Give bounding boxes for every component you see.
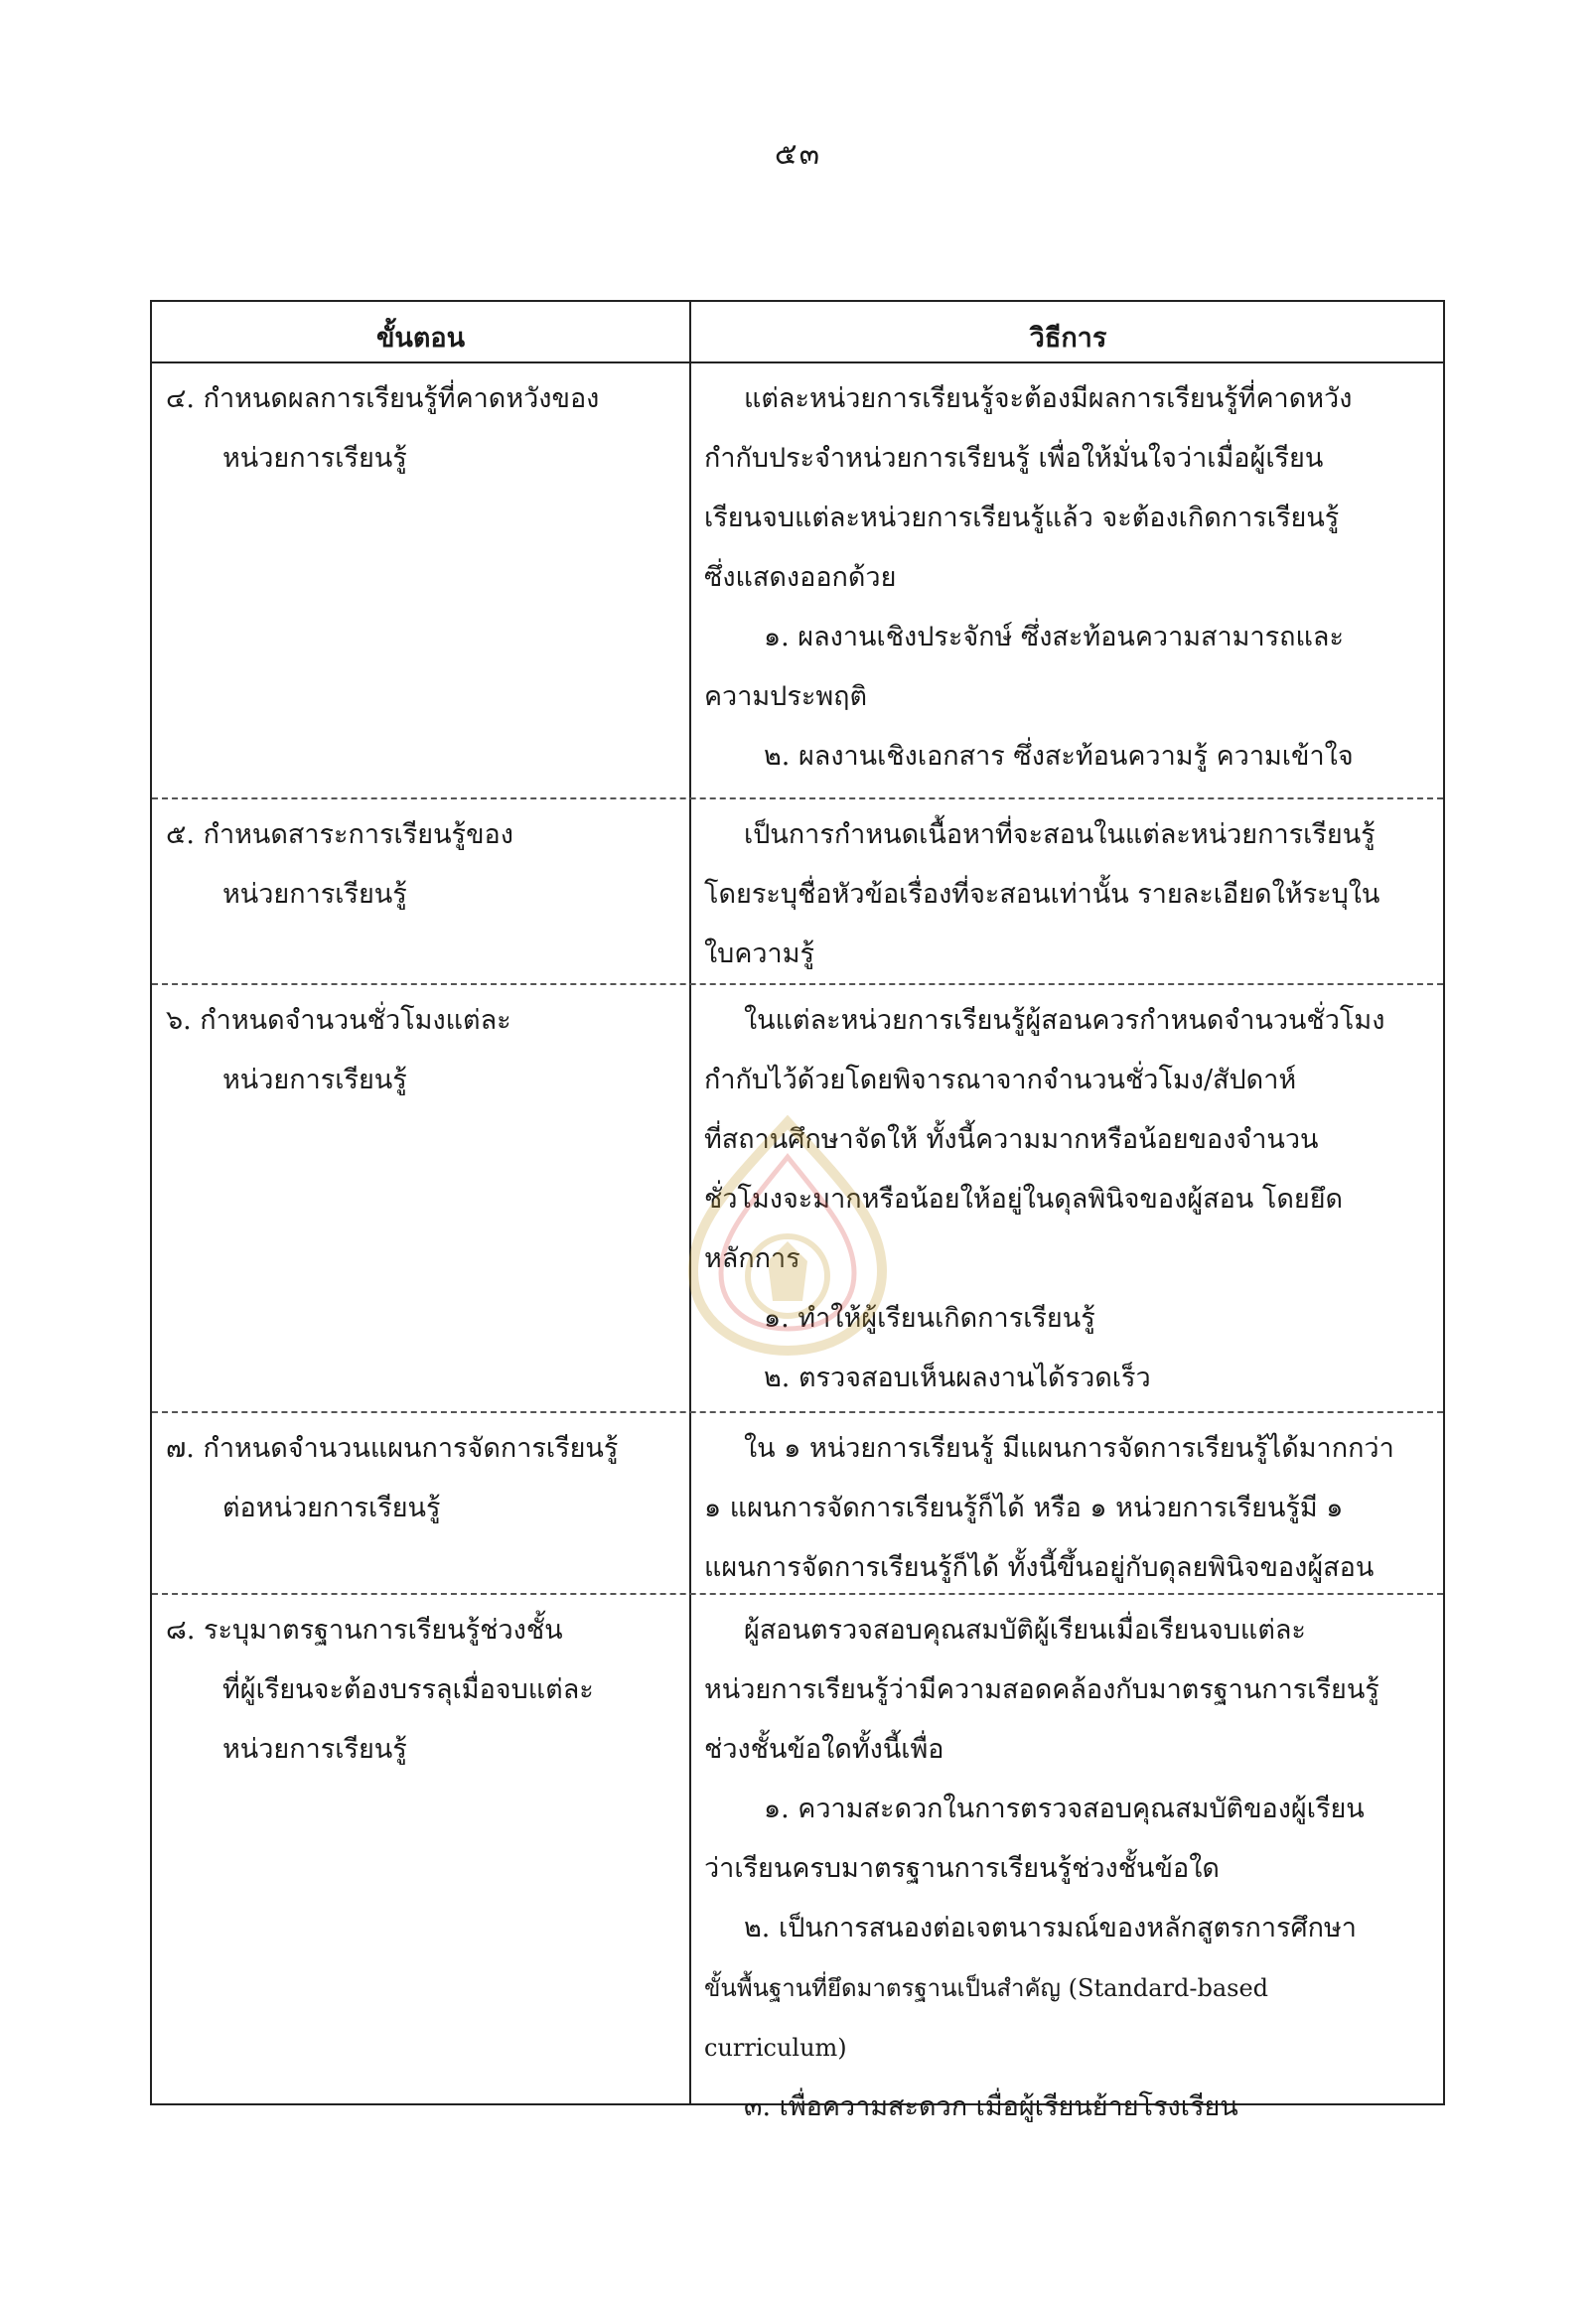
method-cell: [704, 805, 1437, 984]
method-line: โดยระบุชื่อหัวข้อเรื่องที่จะสอนเท่านั้น รายละเอียดให้ระบุใน: [704, 879, 1380, 910]
method-line: ซึ่งแสดงออกด้วย: [704, 562, 897, 593]
method-line: ๓. เพื่อความสะดวก เมื่อผู้เรียนย้ายโรงเรียน: [744, 2091, 1238, 2122]
step-cell: [166, 369, 677, 489]
step-title-cont: หน่วยการเรียนรู้: [222, 1065, 407, 1095]
page-number: ๕๓: [774, 137, 822, 172]
method-line: ๑ แผนการจัดการเรียนรู้ก็ได้ หรือ ๑ หน่วยการเรียนรู้มี ๑: [704, 1493, 1344, 1523]
method-line: กำกับประจำหน่วยการเรียนรู้ เพื่อให้มั่นใจว่าเมื่อผู้เรียน: [704, 443, 1324, 474]
step-cell: [166, 1419, 677, 1538]
step-title: ๘. ระบุมาตรฐานการเรียนรู้ช่วงชั้น: [166, 1615, 563, 1646]
step-title: ๕. กำหนดสาระการเรียนรู้ของ: [166, 819, 513, 850]
step-title-cont: ที่ผู้เรียนจะต้องบรรลุเมื่อจบแต่ละ: [222, 1674, 594, 1705]
method-line: ชั่วโมงจะมากหรือน้อยให้อยู่ในดุลพินิจของผู้สอน โดยยึด: [704, 1184, 1344, 1215]
method-line: ความประพฤติ: [704, 681, 868, 712]
step-title-cont: หน่วยการเรียนรู้: [222, 879, 407, 910]
table-row: [152, 1411, 1443, 1595]
step-cell: [166, 991, 677, 1110]
method-line: ใน ๑ หน่วยการเรียนรู้ มีแผนการจัดการเรียนรู้ได้มากกว่า: [744, 1433, 1394, 1464]
method-line: ช่วงชั้นข้อใดทั้งนี้เพื่อ: [704, 1734, 944, 1765]
step-title-cont: หน่วยการเรียนรู้: [222, 1734, 407, 1765]
method-line: ๒. ผลงานเชิงเอกสาร ซึ่งสะท้อนความรู้ ความเข้าใจ: [764, 741, 1354, 772]
method-line: แต่ละหน่วยการเรียนรู้จะต้องมีผลการเรียนรู้ที่คาดหวัง: [744, 383, 1353, 414]
table-row: [152, 1593, 1443, 2122]
step-cell: [166, 1601, 677, 1780]
step-cell: [166, 805, 677, 925]
header-step: ขั้นตอน: [375, 323, 466, 354]
step-title-cont: ต่อหน่วยการเรียนรู้: [222, 1493, 441, 1523]
table-header: [152, 302, 1443, 363]
method-line: กำกับไว้ด้วยโดยพิจารณาจากจำนวนชั่วโมง/สัปดาห์: [704, 1065, 1297, 1095]
step-title: ๖. กำหนดจำนวนชั่วโมงแต่ละ: [166, 1005, 511, 1036]
method-line: ๑. ผลงานเชิงประจักษ์ ซึ่งสะท้อนความสามารถและ: [764, 622, 1344, 652]
method-cell: [704, 369, 1437, 787]
method-line: ในแต่ละหน่วยการเรียนรู้ผู้สอนควรกำหนดจำนวนชั่วโมง: [744, 1005, 1385, 1036]
method-line: ว่าเรียนครบมาตรฐานการเรียนรู้ช่วงชั้นข้อใด: [704, 1853, 1220, 1884]
method-line: ขั้นพื้นฐานที่ยึดมาตรฐานเป็นสำคัญ (Standard-based: [704, 1974, 1269, 2002]
method-line: ๑. ความสะดวกในการตรวจสอบคุณสมบัติของผู้เรียน: [764, 1794, 1365, 1824]
method-line: แผนการจัดการเรียนรู้ก็ได้ ทั้งนี้ขึ้นอยู่กับดุลยพินิจของผู้สอน: [704, 1552, 1375, 1583]
method-line: ที่สถานศึกษาจัดให้ ทั้งนี้ความมากหรือน้อยของจำนวน: [704, 1124, 1319, 1155]
method-line: ๒. ตรวจสอบเห็นผลงานได้รวดเร็ว: [764, 1363, 1151, 1393]
method-line: หน่วยการเรียนรู้ว่ามีความสอดคล้องกับมาตรฐานการเรียนรู้: [704, 1674, 1379, 1705]
seal-emblem-icon: [663, 1112, 912, 1361]
step-title-cont: หน่วยการเรียนรู้: [222, 443, 407, 474]
method-line: ผู้สอนตรวจสอบคุณสมบัติผู้เรียนเมื่อเรียนจบแต่ละ: [744, 1615, 1306, 1646]
step-title: ๗. กำหนดจำนวนแผนการจัดการเรียนรู้: [166, 1433, 619, 1464]
header-method: วิธีการ: [1029, 323, 1107, 354]
method-cell: [704, 1419, 1437, 1598]
table-row: [152, 361, 1443, 799]
method-cell: [704, 1601, 1437, 2137]
method-line: เรียนจบแต่ละหน่วยการเรียนรู้แล้ว จะต้องเกิดการเรียนรู้: [704, 503, 1340, 533]
step-title: ๔. กำหนดผลการเรียนรู้ที่คาดหวังของ: [166, 383, 600, 414]
method-line: หลักการ: [704, 1243, 800, 1274]
method-line: ๑. ทำให้ผู้เรียนเกิดการเรียนรู้: [764, 1303, 1095, 1334]
method-line: ๒. เป็นการสนองต่อเจตนารมณ์ของหลักสูตรการศึกษา: [744, 1913, 1357, 1943]
method-line: ใบความรู้: [704, 938, 815, 969]
method-line: เป็นการกำหนดเนื้อหาที่จะสอนในแต่ละหน่วยการเรียนรู้: [744, 819, 1376, 850]
table-row: [152, 797, 1443, 985]
method-line: curriculum): [704, 2034, 847, 2062]
